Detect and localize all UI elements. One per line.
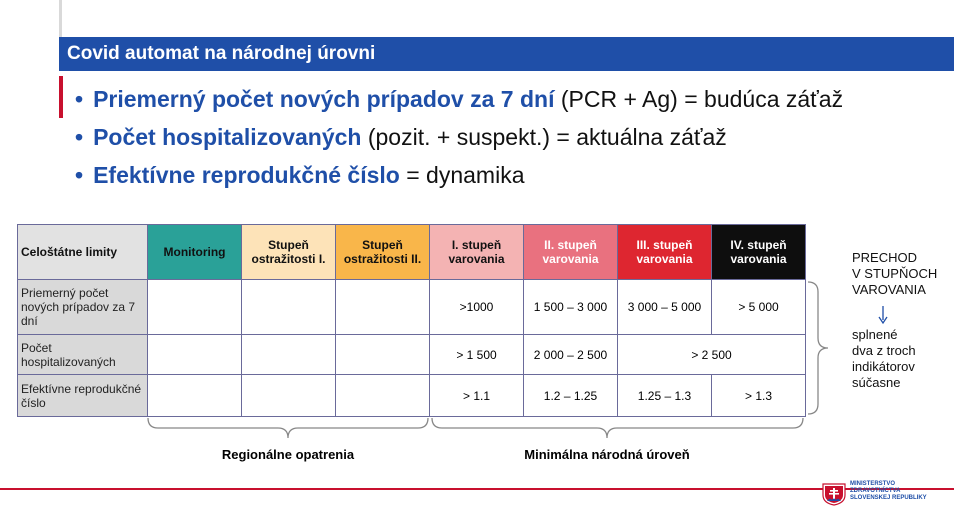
table-cell: 1.25 – 1.3 xyxy=(618,375,712,417)
table-cell xyxy=(148,280,242,335)
header-cell: Celoštátne limity xyxy=(18,225,148,280)
table-row xyxy=(18,375,806,417)
transition-label: PRECHOD V STUPŇOCH VAROVANIA xyxy=(852,250,938,297)
table-cell xyxy=(242,375,336,417)
table-cell: 3 000 – 5 000 xyxy=(618,280,712,335)
table-cell: 1.2 – 1.25 xyxy=(524,375,618,417)
table-cell: >1000 xyxy=(430,280,524,335)
table-cell: 2 000 – 2 500 xyxy=(524,335,618,375)
slide-title: Covid automat na národnej úrovni xyxy=(59,37,954,71)
regional-measures-label: Regionálne opatrenia xyxy=(221,447,355,462)
national-level-label: Minimálna národná úroveň xyxy=(524,447,690,462)
header-cell: Stupeň ostražitosti I. xyxy=(242,225,336,280)
header-cell: II. stupeň varovania xyxy=(524,225,618,280)
row-label: Efektívne reprodukčné číslo xyxy=(18,375,148,417)
table-cell: 1 500 – 3 000 xyxy=(524,280,618,335)
header-cell: Monitoring xyxy=(148,225,242,280)
limits-table xyxy=(17,224,806,417)
table-row xyxy=(18,280,806,335)
accent-bar xyxy=(59,76,63,118)
row-label: Priemerný počet nových prípadov za 7 dní xyxy=(18,280,148,335)
table-cell xyxy=(336,280,430,335)
row-label: Počet hospitalizovaných xyxy=(18,335,148,375)
table-cell xyxy=(242,280,336,335)
table-cell: > 5 000 xyxy=(712,280,806,335)
table-cell xyxy=(242,335,336,375)
bullet-item: • Efektívne reprodukčné číslo = dynamika xyxy=(75,162,525,188)
ministry-name: MINISTERSTVO ZDRAVOTNÍCTVA SLOVENSKEJ REPUBLIKY xyxy=(850,481,927,501)
table-header-row xyxy=(18,225,806,280)
table-cell xyxy=(148,375,242,417)
condition-label: splnené dva z troch indikátorov súčasne xyxy=(852,327,916,390)
table-cell xyxy=(336,375,430,417)
header-cell: I. stupeň varovania xyxy=(430,225,524,280)
table-cell: > 1.3 xyxy=(712,375,806,417)
right-bottom-brace xyxy=(432,418,803,438)
table-cell: > 1.1 xyxy=(430,375,524,417)
right-vertical-brace xyxy=(808,282,828,414)
table-row xyxy=(18,335,806,375)
bullet-list xyxy=(75,80,843,194)
table-cell: > 1 500 xyxy=(430,335,524,375)
header-cell: III. stupeň varovania xyxy=(618,225,712,280)
table-cell xyxy=(148,335,242,375)
header-cell: IV. stupeň varovania xyxy=(712,225,806,280)
footer-line xyxy=(0,488,954,490)
table-cell-merged: > 2 500 xyxy=(618,335,806,375)
header-cell: Stupeň ostražitosti II. xyxy=(336,225,430,280)
bullet-item: • Priemerný počet nových prípadov za 7 dní (PCR + Ag) = budúca záťaž xyxy=(75,86,844,112)
table-cell xyxy=(336,335,430,375)
bullet-item: • Počet hospitalizovaných (pozit. + suspekt.) = aktuálna záťaž xyxy=(75,124,727,150)
ministry-coat-of-arms-icon xyxy=(821,482,847,506)
left-bottom-brace xyxy=(148,418,428,438)
